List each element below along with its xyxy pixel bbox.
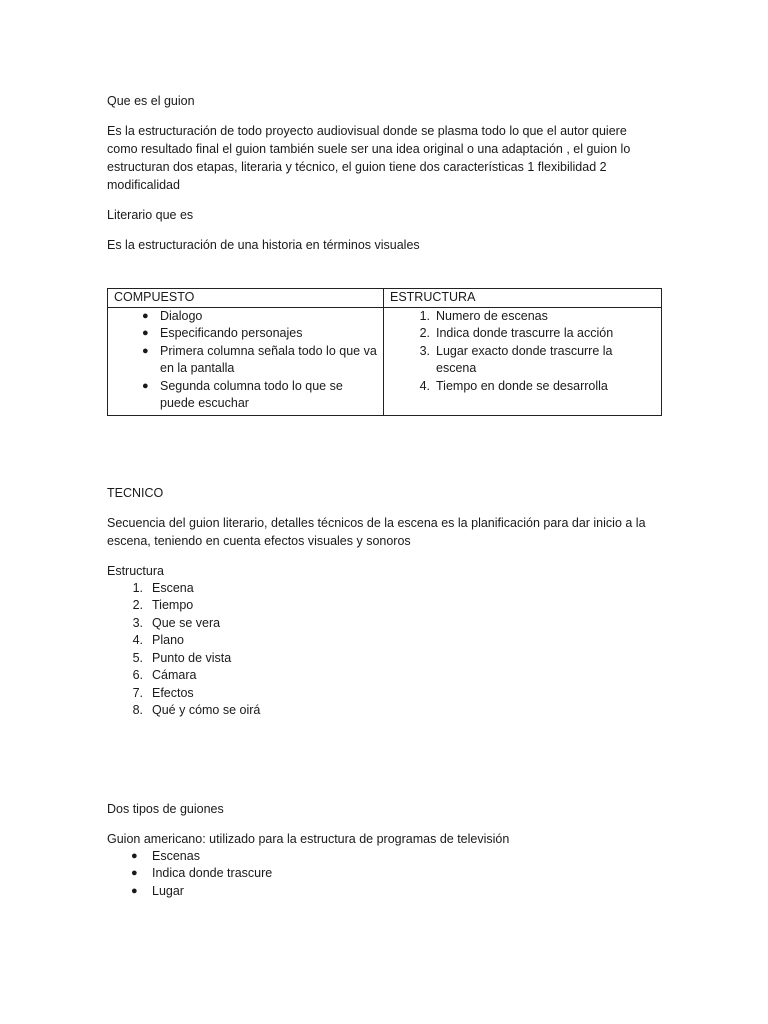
bullet-icon: ● [131, 867, 138, 879]
estructura-list [390, 308, 655, 396]
list-item: ● Segunda columna todo lo que se puede escuchar [142, 378, 343, 410]
paragraph-definicion-guion: Es la estructuración de todo proyecto audiovisual donde se plasma todo lo que el autor quiere como resultado final el guion también suele ser una idea original o una adaptación , el guion lo estructuran dos etapas, literaria y técnico, el guion tiene dos características 1 flexibilidad 2 modificalidad [107, 124, 631, 192]
list-item: 6. Cámara [132, 668, 197, 682]
heading-literario: Literario que es [107, 208, 194, 222]
list-item: 4. Tiempo en donde se desarrolla [419, 378, 608, 393]
table-header-compuesto: COMPUESTO [108, 289, 384, 308]
heading-estructura: Estructura [107, 563, 164, 578]
list-item: 8. Qué y cómo se oirá [132, 703, 261, 717]
heading-que-es-el-guion: Que es el guion [107, 94, 195, 108]
bullet-icon: ● [142, 309, 149, 322]
bullet-icon: ● [142, 327, 149, 339]
paragraph-tecnico: Secuencia del guion literario, detalles técnicos de la escena es la planificación para dar inicio a la escena, teniendo en cuenta efectos visuales y sonoros [107, 515, 646, 548]
americano-list [107, 848, 663, 901]
table-header-row [108, 289, 662, 308]
list-item: ● Especificando personajes [114, 325, 377, 343]
list-item: 1. Escena [132, 580, 194, 595]
list-item: 3. Que se vera [132, 615, 221, 630]
heading-tecnico: TECNICO [107, 485, 164, 500]
table-header-estructura: ESTRUCTURA [384, 289, 662, 308]
list-item: 1. Numero de escenas [419, 308, 548, 323]
tecnico-structure-list [107, 580, 663, 720]
compuesto-list [114, 308, 377, 413]
list-item: ● Lugar [107, 883, 663, 901]
list-item: ● Indica donde trascure [107, 865, 663, 883]
paragraph-literario: Es la estructuración de una historia en términos visuales [107, 238, 420, 252]
bullet-icon: ● [131, 849, 138, 862]
table-wrapper [107, 288, 663, 416]
bullet-icon: ● [131, 884, 138, 897]
list-item: 7. Efectos [132, 685, 194, 700]
table-cell-estructura [384, 307, 662, 415]
list-item: 3. Lugar exacto donde trascurre la escena [419, 343, 613, 375]
heading-dos-tipos: Dos tipos de guiones [107, 801, 224, 816]
list-item: ● Primera columna señala todo lo que va en la pantalla [142, 343, 377, 375]
bullet-icon: ● [142, 344, 149, 357]
list-item: 4. Plano [132, 633, 184, 647]
bullet-icon: ● [142, 379, 149, 392]
list-item: 2. Indica donde trascurre la acción [419, 326, 614, 340]
list-item: ● Dialogo [114, 308, 377, 326]
document-page [107, 92, 663, 900]
list-item: 5. Punto de vista [132, 650, 232, 665]
paragraph-guion-americano: Guion americano: utilizado para la estructura de programas de televisión [107, 831, 510, 846]
table-cell-compuesto [108, 307, 384, 415]
compuesto-estructura-table [107, 288, 662, 416]
list-item: ● Escenas [107, 848, 663, 866]
list-item: 2. Tiempo [132, 598, 194, 612]
table-row [108, 307, 662, 415]
